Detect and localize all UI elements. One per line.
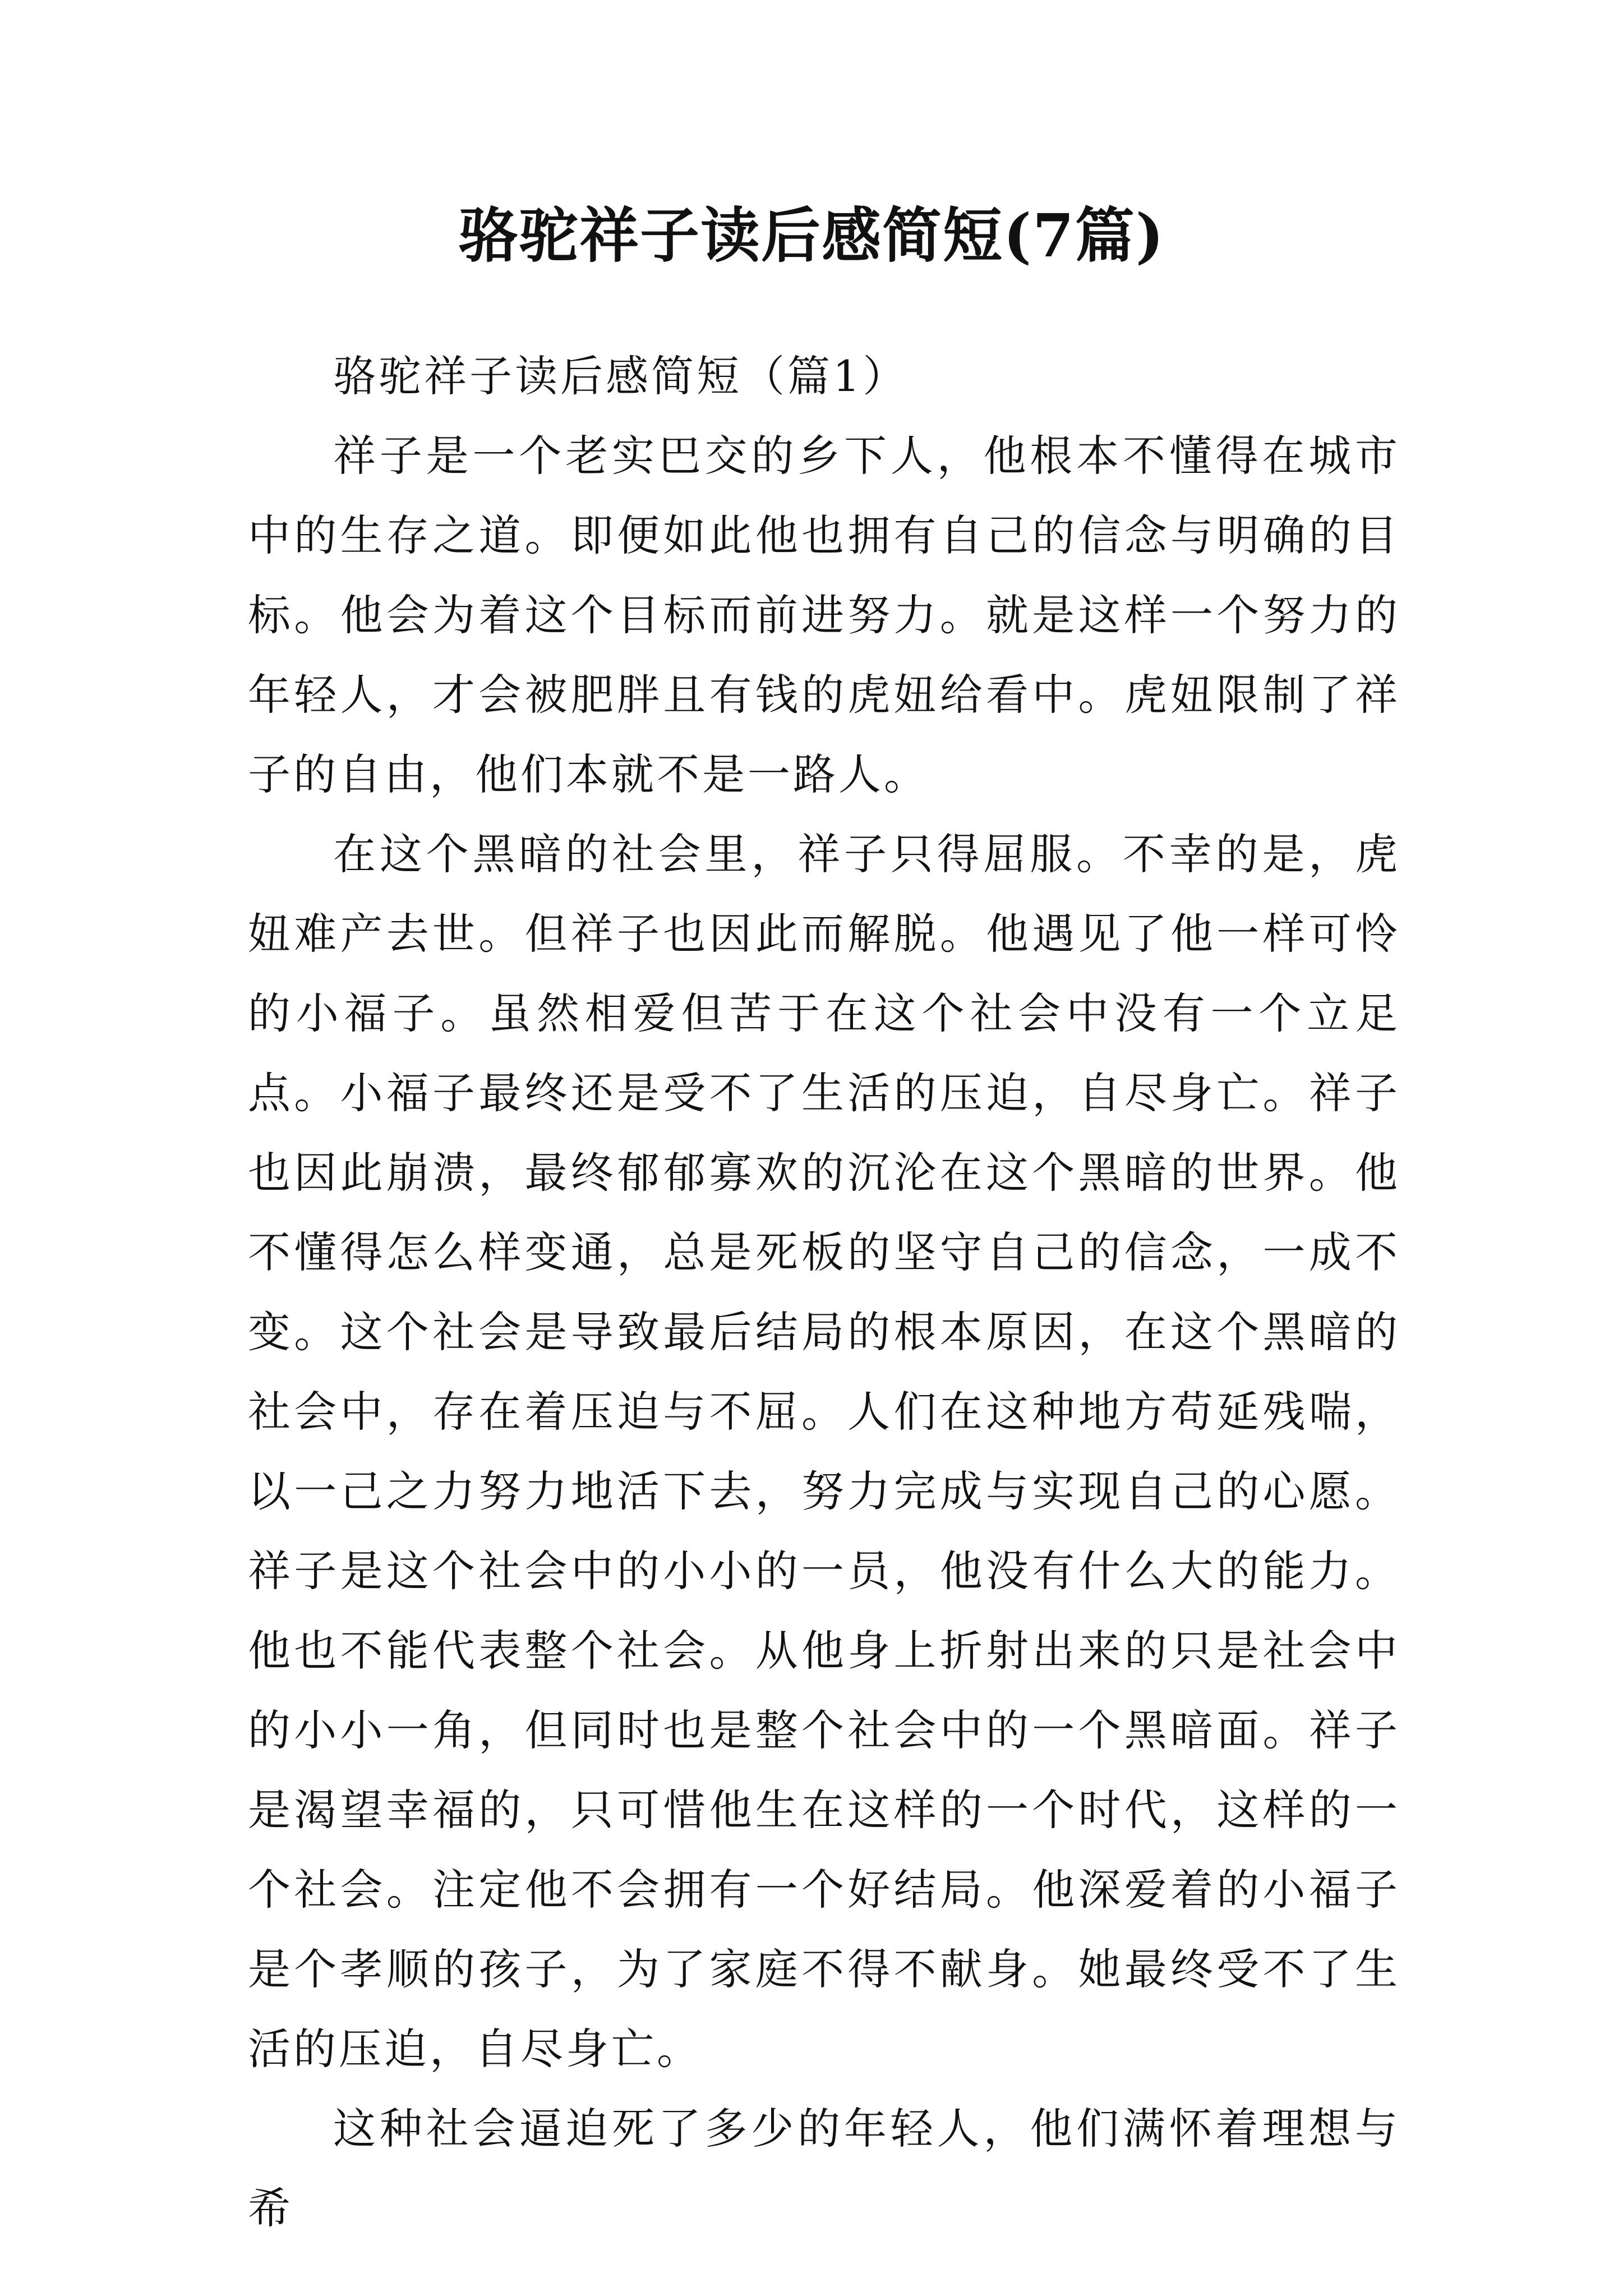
section-heading: 骆驼祥子读后感简短（篇1）: [333, 351, 909, 401]
paragraph-1: 祥子是一个老实巴交的乡下人，他根本不懂得在城市中的生存之道。即便如此他也拥有自己的信念与明确的目标。他会为着这个目标而前进努力。就是这样一个努力的年轻人，才会被肥胖且有钱的虎妞给看中。虎妞限制了祥子的自由，他们本就不是一路人。: [248, 431, 1400, 799]
document-title: 骆驼祥子读后感简短(7篇): [458, 200, 1165, 270]
paragraph-2: 在这个黑暗的社会里，祥子只得屈服。不幸的是，虎妞难产去世。但祥子也因此而解脱。他遇见了他一样可怜的小福子。虽然相爱但苦于在这个社会中没有一个立足点。小福子最终还是受不了生活的压迫，自尽身亡。祥子也因此崩溃，最终郁郁寡欢的沉沦在这个黑暗的世界。他不懂得怎么样变通，总是死板的坚守自己的信念，一成不变。这个社会是导致最后结局的根本原因，在这个黑暗的社会中，存在着压迫与不屈。人们在这种地方苟延残喘，以一己之力努力地活下去，努力完成与实现自己的心愿。祥子是这个社会中的小小的一员，他没有什么大的能力。他也不能代表整个社会。从他身上折射出来的只是社会中的小小一角，但同时也是整个社会中的一个黑暗面。祥子是渴望幸福的，只可惜他生在这样的一个时代，这样的一个社会。注定他不会拥有一个好结局。他深爱着的小福子是个孝顺的孩子，为了家庭不得不献身。她最终受不了生活的压迫，自尽身亡。: [248, 829, 1400, 2074]
paragraph-3: 这种社会逼迫死了多少的年轻人，他们满怀着理想与希: [248, 2104, 1400, 2233]
document-body: [248, 337, 1400, 2248]
